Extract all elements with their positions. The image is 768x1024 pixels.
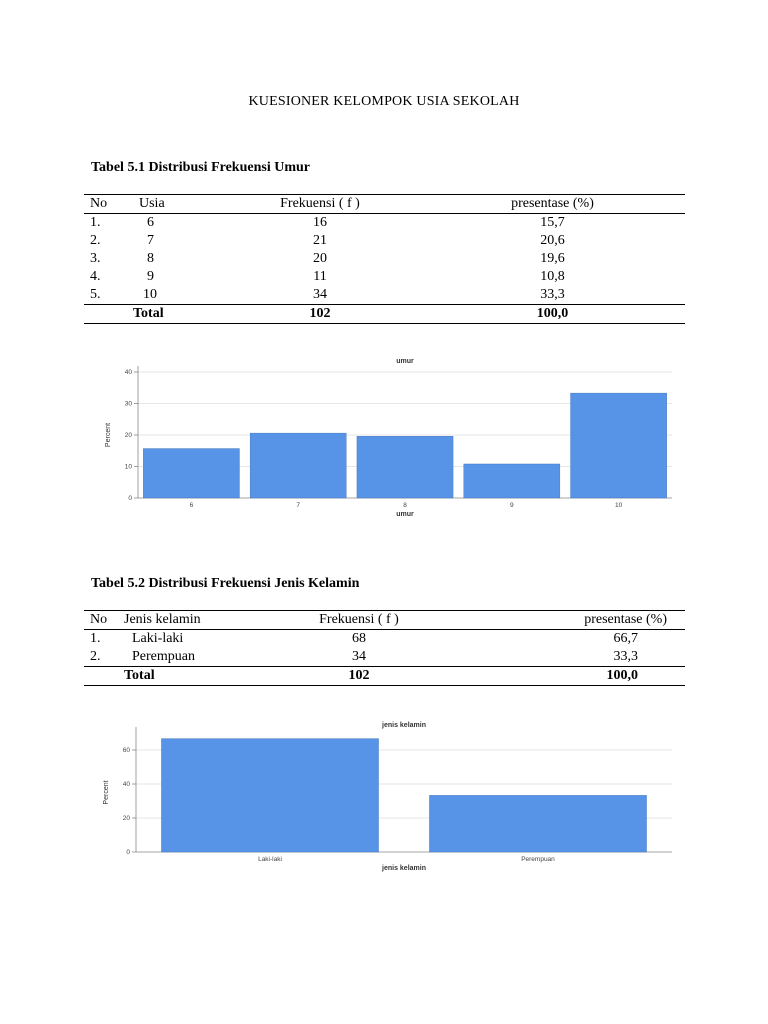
x-tick-label: 9 — [509, 502, 514, 509]
table2-total-label: Total — [124, 667, 274, 686]
table-cell-frekuensi: 68 — [352, 631, 366, 646]
x-tick-label: 8 — [403, 502, 407, 509]
table-cell-no: 1. — [90, 631, 101, 646]
y-tick-label: 0 — [128, 495, 132, 502]
table1-frequency-age — [84, 194, 685, 324]
x-tick-label: Perempuan — [521, 856, 555, 863]
table1-total-label: Total — [130, 305, 220, 324]
chart-jenis-kelamin — [90, 716, 678, 872]
table-cell-frekuensi: 20 — [313, 251, 327, 266]
bar — [161, 739, 378, 852]
y-tick-label: 30 — [124, 400, 132, 408]
table-cell-frekuensi: 11 — [313, 269, 327, 284]
x-tick-label: 7 — [296, 502, 301, 509]
y-tick-label: 40 — [122, 781, 130, 788]
y-tick-label: 60 — [122, 747, 130, 754]
table-cell-presentase: 20,6 — [540, 233, 565, 248]
table-cell-jenis-kelamin: Laki-laki — [132, 631, 184, 646]
chart-umur-svg — [90, 352, 678, 520]
table-row — [84, 648, 685, 667]
table-row — [84, 250, 685, 268]
y-tick-label: 20 — [122, 815, 130, 822]
chart-title: umur — [396, 358, 414, 365]
bar — [571, 393, 667, 498]
table1-header-row — [84, 195, 685, 214]
y-tick-label: 10 — [124, 463, 132, 471]
bar — [429, 795, 646, 852]
table2-frequency-gender — [84, 610, 685, 686]
table1-header-no: No — [84, 195, 130, 214]
table1-header-frekuensi: Frekuensi ( f ) — [220, 195, 420, 214]
table-cell-jenis-kelamin: Perempuan — [132, 649, 195, 664]
table2-header-presentase: presentase (%) — [444, 611, 685, 630]
x-axis-label: umur — [396, 511, 414, 518]
document-title: KUESIONER KELOMPOK USIA SEKOLAH — [248, 94, 520, 109]
table-cell-presentase: 33,3 — [540, 287, 565, 302]
table-cell-usia: 9 — [147, 269, 154, 284]
table-cell-presentase: 33,3 — [613, 649, 638, 664]
y-tick-label: 20 — [124, 432, 132, 439]
table2-total-presentase: 100,0 — [444, 667, 685, 686]
table-cell-no: 4. — [90, 269, 101, 284]
table-cell-no: 2. — [90, 649, 101, 664]
y-tick-label: 0 — [126, 849, 130, 856]
table-cell-frekuensi: 16 — [313, 215, 327, 230]
table-cell-frekuensi: 34 — [352, 649, 366, 664]
bar — [143, 449, 239, 498]
table-cell-no: 2. — [90, 233, 101, 248]
table1-header-usia: Usia — [130, 195, 220, 214]
x-tick-label: 10 — [614, 502, 623, 509]
y-axis-label: Percent — [103, 780, 110, 805]
table2-caption: Tabel 5.2 Distribusi Frekuensi Jenis Kelamin — [91, 576, 360, 591]
y-tick-label: 40 — [124, 369, 132, 376]
x-axis-label: jenis kelamin — [382, 865, 426, 872]
table2-total-row — [84, 667, 685, 686]
table1-total-presentase: 100,0 — [420, 305, 685, 324]
table-cell-presentase: 10,8 — [540, 269, 565, 284]
table-cell-usia: 8 — [147, 251, 154, 266]
bar — [250, 433, 346, 498]
table1-caption: Tabel 5.1 Distribusi Frekuensi Umur — [91, 160, 310, 175]
table-cell-frekuensi: 21 — [313, 233, 327, 248]
table-cell-no: 1. — [90, 215, 101, 230]
table-cell-usia: 6 — [147, 215, 154, 230]
table1-total-row — [84, 305, 685, 324]
chart-title: jenis kelamin — [382, 722, 426, 729]
table1-header-presentase: presentase (%) — [420, 195, 685, 214]
table1-total-frekuensi: 102 — [220, 305, 420, 324]
table-cell-presentase: 19,6 — [540, 251, 565, 266]
table-cell-empty — [84, 667, 124, 686]
table-row — [84, 630, 685, 649]
chart-jenis-kelamin-svg — [90, 716, 678, 872]
table2-header-no: No — [84, 611, 124, 630]
table-cell-presentase: 66,7 — [613, 631, 638, 646]
table2-header-jenis-kelamin: Jenis kelamin — [124, 611, 274, 630]
chart-umur — [90, 352, 678, 520]
table-row — [84, 268, 685, 286]
table-cell-presentase: 15,7 — [540, 215, 565, 230]
table-cell-no: 3. — [90, 251, 101, 266]
table-cell-usia: 10 — [143, 287, 157, 302]
table-row — [84, 286, 685, 305]
bar — [464, 464, 560, 498]
x-tick-label: 6 — [189, 502, 194, 509]
bar — [357, 436, 453, 498]
table2-total-frekuensi: 102 — [274, 667, 444, 686]
table2-header-frekuensi: Frekuensi ( f ) — [274, 611, 444, 630]
table-cell-frekuensi: 34 — [313, 287, 327, 302]
table-cell-no: 5. — [90, 287, 101, 302]
x-tick-label: Laki-laki — [258, 856, 282, 863]
table-cell-empty — [84, 305, 130, 324]
table-row — [84, 214, 685, 233]
table2-header-row — [84, 611, 685, 630]
table-cell-usia: 7 — [147, 233, 154, 248]
table-row — [84, 232, 685, 250]
y-axis-label: Percent — [105, 422, 112, 448]
